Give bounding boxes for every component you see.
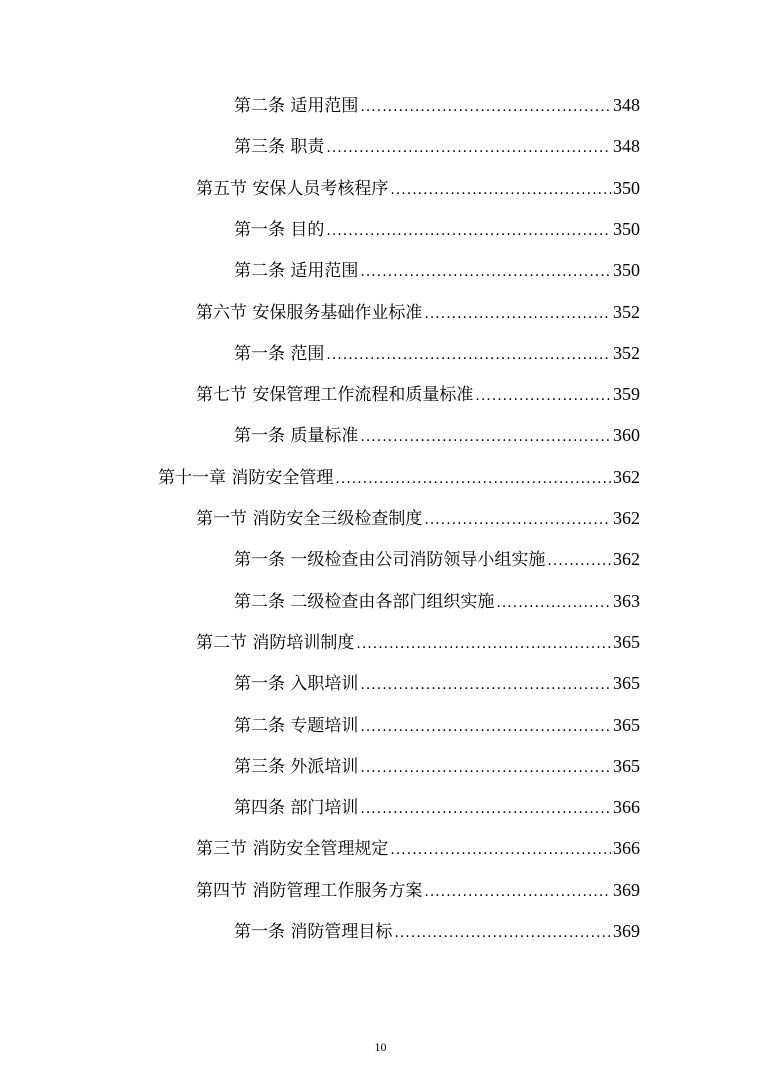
toc-leader-dots [390,835,611,865]
toc-entry-page: 366 [613,797,640,818]
toc-entry-section[interactable] [196,503,640,533]
toc-entry-text: 消防培训制度 [252,632,355,653]
toc-entry-text: 一级检查由公司消防领导小组实施 [290,550,546,571]
toc-entry-label: 第二条 [234,96,285,116]
toc-entry-label: 第一节 [196,509,247,529]
toc-entry-text: 适用范围 [290,96,359,116]
toc-entry-label: 第六节 [196,302,247,323]
toc-entry-label: 第四节 [196,880,247,901]
toc-leader-dots [394,918,611,948]
toc-entry-article[interactable] [234,131,640,161]
toc-entry-label: 第一条 [234,219,285,240]
toc-leader-dots [424,877,611,907]
toc-entry-title [234,793,360,823]
toc-entry-text: 范围 [290,343,325,364]
toc-entry-label: 第一条 [234,426,285,447]
toc-leader-dots [360,753,611,783]
toc-leader-dots [360,794,611,824]
toc-entry-text: 适用范围 [290,261,359,282]
toc-entry-text: 外派培训 [290,756,359,777]
toc-entry-page: 350 [613,177,640,198]
toc-leader-dots [390,175,611,205]
toc-entry-title [234,421,360,451]
toc-entry-title [234,711,360,741]
toc-entry-title [196,174,390,204]
toc-entry-label: 第一条 [234,343,285,364]
toc-leader-dots [424,299,611,329]
toc-entry-title [234,256,360,286]
toc-entry-page: 352 [613,342,640,363]
toc-entry-page: 359 [613,384,640,405]
toc-entry-article[interactable] [234,792,640,822]
toc-leader-dots [326,133,611,163]
toc-entry-label: 第三条 [234,756,285,777]
toc-entry-title [196,628,356,658]
page-number: 10 [374,1040,387,1054]
toc-entry-article[interactable] [234,420,640,450]
toc-entry-page: 365 [613,714,640,735]
toc-entry-section[interactable] [196,297,640,327]
toc-entry-text: 入职培训 [290,674,359,695]
toc-entry-article[interactable] [234,668,640,698]
toc-entry-text: 职责 [290,137,325,158]
toc-entry-section[interactable] [196,875,640,905]
toc-entry-title [234,545,547,575]
toc-entry-title [196,298,424,328]
toc-leader-dots [547,546,611,576]
toc-entry-text: 专题培训 [290,715,359,736]
toc-entry-text: 二级检查由各部门组织实施 [290,591,495,612]
toc-entry-article[interactable] [234,586,640,616]
toc-leader-dots [424,505,611,535]
toc-entry-text: 消防管理目标 [290,922,393,942]
toc-entry-label: 第一条 [234,550,285,571]
toc-entry-text: 质量标准 [290,426,359,447]
toc-entry-article[interactable] [234,214,640,244]
toc-entry-text: 部门培训 [290,798,359,819]
toc-entry-page: 365 [613,631,640,652]
toc-entry-page: 350 [613,260,640,281]
toc-entry-title [234,752,360,782]
toc-entry-title [196,380,475,410]
toc-entry-page: 365 [613,673,640,694]
toc-entry-label: 第一条 [234,922,285,942]
toc-entry-page: 352 [613,301,640,322]
toc-entry-label: 第十一章 [158,467,226,488]
toc-entry-label: 第四条 [234,798,285,819]
toc-entry-section[interactable] [196,173,640,203]
toc-entry-label: 第一条 [234,674,285,695]
toc-entry-page: 350 [613,218,640,239]
toc-entry-text: 安保管理工作流程和质量标准 [252,385,474,406]
toc-entry-article[interactable] [234,751,640,781]
toc-entry-title [196,504,424,534]
toc-entry-label: 第五节 [196,178,247,199]
toc-entry-title [234,669,360,699]
toc-entry-page: 363 [613,590,640,611]
toc-leader-dots [475,381,611,411]
toc-entry-page: 369 [613,921,640,941]
toc-entry-page: 366 [613,838,640,859]
toc-entry-page: 360 [613,425,640,446]
toc-entry-page: 348 [613,95,640,115]
toc-entry-page: 362 [613,549,640,570]
toc-entry-article[interactable] [234,255,640,285]
toc-entry-label: 第七节 [196,385,247,406]
toc-entry-title [234,339,326,369]
toc-entry-article[interactable] [234,338,640,368]
toc-leader-dots [360,92,611,122]
toc-leader-dots [326,216,611,246]
toc-entry-text: 目的 [290,219,325,240]
toc-entry-page: 365 [613,755,640,776]
toc-entry-label: 第二条 [234,715,285,736]
toc-entry-section[interactable] [196,627,640,657]
toc-entry-page: 369 [613,879,640,900]
toc-leader-dots [326,340,611,370]
toc-entry-title [234,917,394,947]
toc-entry-text: 消防管理工作服务方案 [252,880,423,901]
toc-entry-title [234,132,326,162]
toc-entry-text: 消防安全管理 [231,467,334,488]
toc-entry-title [234,587,496,617]
toc-entry-title [196,876,424,906]
toc-leader-dots [335,464,611,494]
toc-entry-label: 第三节 [196,839,247,860]
toc-leader-dots [356,629,611,659]
toc-entry-section[interactable] [196,833,640,863]
toc-entry-chapter[interactable] [158,462,640,492]
toc-entry-article[interactable] [234,90,640,120]
toc-entry-page: 348 [613,136,640,157]
toc-entry-title [234,91,360,121]
toc-entry-title [158,463,335,493]
toc-entry-label: 第二节 [196,632,247,653]
toc-entry-title [196,834,390,864]
toc-entry-label: 第三条 [234,137,285,158]
toc-leader-dots [496,588,611,618]
toc-leader-dots [360,712,611,742]
toc-entry-article[interactable] [234,916,640,946]
toc-leader-dots [360,257,611,287]
toc-entry-page: 362 [613,508,640,528]
toc-entry-text: 安保服务基础作业标准 [252,302,423,323]
toc-leader-dots [360,670,611,700]
toc-leader-dots [360,422,611,452]
toc-entry-section[interactable] [196,379,640,409]
toc-entry-article[interactable] [234,710,640,740]
toc-entry-text: 消防安全三级检查制度 [252,509,423,529]
toc-entry-label: 第二条 [234,591,285,612]
toc-entry-page: 362 [613,466,640,487]
toc-entry-title [234,215,326,245]
toc-entry-text: 消防安全管理规定 [252,839,389,860]
toc-entry-text: 安保人员考核程序 [252,178,389,199]
toc-entry-article[interactable] [234,544,640,574]
toc-entry-label: 第二条 [234,261,285,282]
